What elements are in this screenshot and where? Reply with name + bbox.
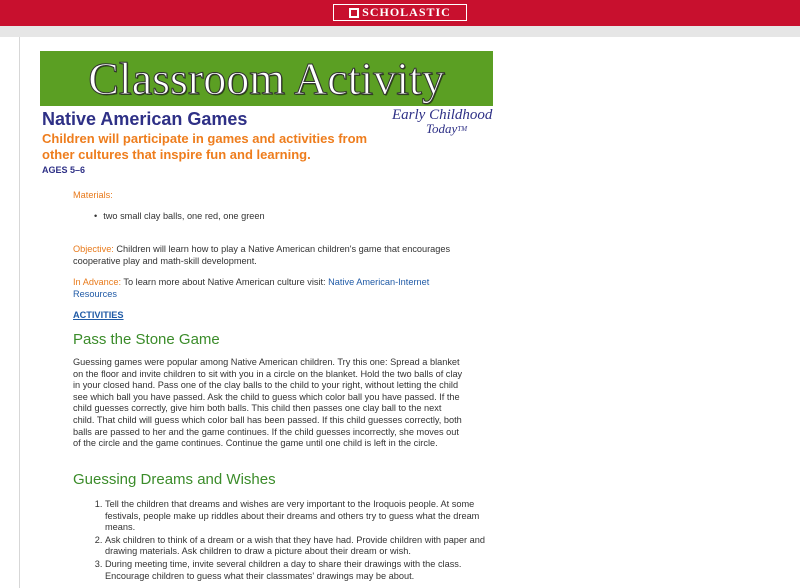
section-heading-pass-the-stone: Pass the Stone Game: [73, 331, 220, 348]
early-childhood-today-logo: [392, 108, 494, 136]
section-heading-guessing-dreams: Guessing Dreams and Wishes: [73, 471, 276, 488]
guessing-dreams-steps: [73, 499, 495, 583]
resources-link[interactable]: Native American-Internet Resources: [73, 277, 430, 299]
top-bar: [0, 0, 800, 26]
list-item: 3. During meeting time, invite several children a day to share their drawings with the class. Encourage children to guess what their classmates' drawings may be about.: [105, 559, 495, 582]
materials-item: • two small clay balls, one red, one green: [94, 211, 265, 221]
activities-link[interactable]: ACTIVITIES: [73, 310, 124, 320]
publication-line2: Today: [426, 121, 458, 136]
in-advance-paragraph: [73, 277, 463, 300]
objective-paragraph: [73, 244, 463, 267]
trademark: TM: [457, 125, 468, 133]
list-item: 2. Ask children to think of a dream or a wish that they have had. Provide children with paper and drawing materials. Ask children to draw a picture about their dream or wish.: [105, 535, 495, 558]
banner-title: Classroom Activity: [88, 53, 445, 104]
ages-label: AGES 5–6: [42, 165, 86, 175]
publication-line1: Early Childhood: [392, 107, 493, 123]
in-advance-label: In Advance:: [73, 277, 122, 287]
page-subtitle: Children will participate in games and activities from other cultures that inspire fun and learning.: [42, 131, 368, 162]
logo-mark-icon: [349, 8, 359, 18]
nav-strip: [0, 26, 800, 37]
list-item: 1. Tell the children that dreams and wishes are very important to the Iroquois people. At some festivals, people make up riddles about their dreams and others try to guess what the dream means.: [105, 499, 495, 534]
materials-heading: Materials:: [73, 190, 113, 200]
objective-text: Children will learn how to play a Native American children's game that encourages cooperative play and math-skill development.: [73, 244, 451, 266]
classroom-activity-banner: [40, 51, 493, 106]
in-advance-text: To learn more about Native American culture visit:: [121, 277, 329, 287]
objective-label: Objective:: [73, 244, 114, 254]
pass-the-stone-paragraph: Guessing games were popular among Native American children. Try this one: Spread a blanket on the floor and invite children to sit with you in a circle on the blanket. Hold the two balls of clay in your closed hand. Pass one of the clay balls to the child to your right, without letting the child see which ball you have passed. Ask the child to guess which color ball you have passed. If the child guesses correctly, give him both balls. This child then passes one clay ball to the next child. That child will guess which color ball has been passed. If this child guesses correctly, both balls are passed to her and the game continues. If the child guesses incorrectly, she moves out of the circle and the game continues. Continue the game until one child is left in the circle.: [73, 357, 463, 449]
logo-text: SCHOLASTIC: [362, 5, 451, 19]
scholastic-logo[interactable]: [333, 4, 467, 21]
page-title: Native American Games: [42, 109, 248, 129]
